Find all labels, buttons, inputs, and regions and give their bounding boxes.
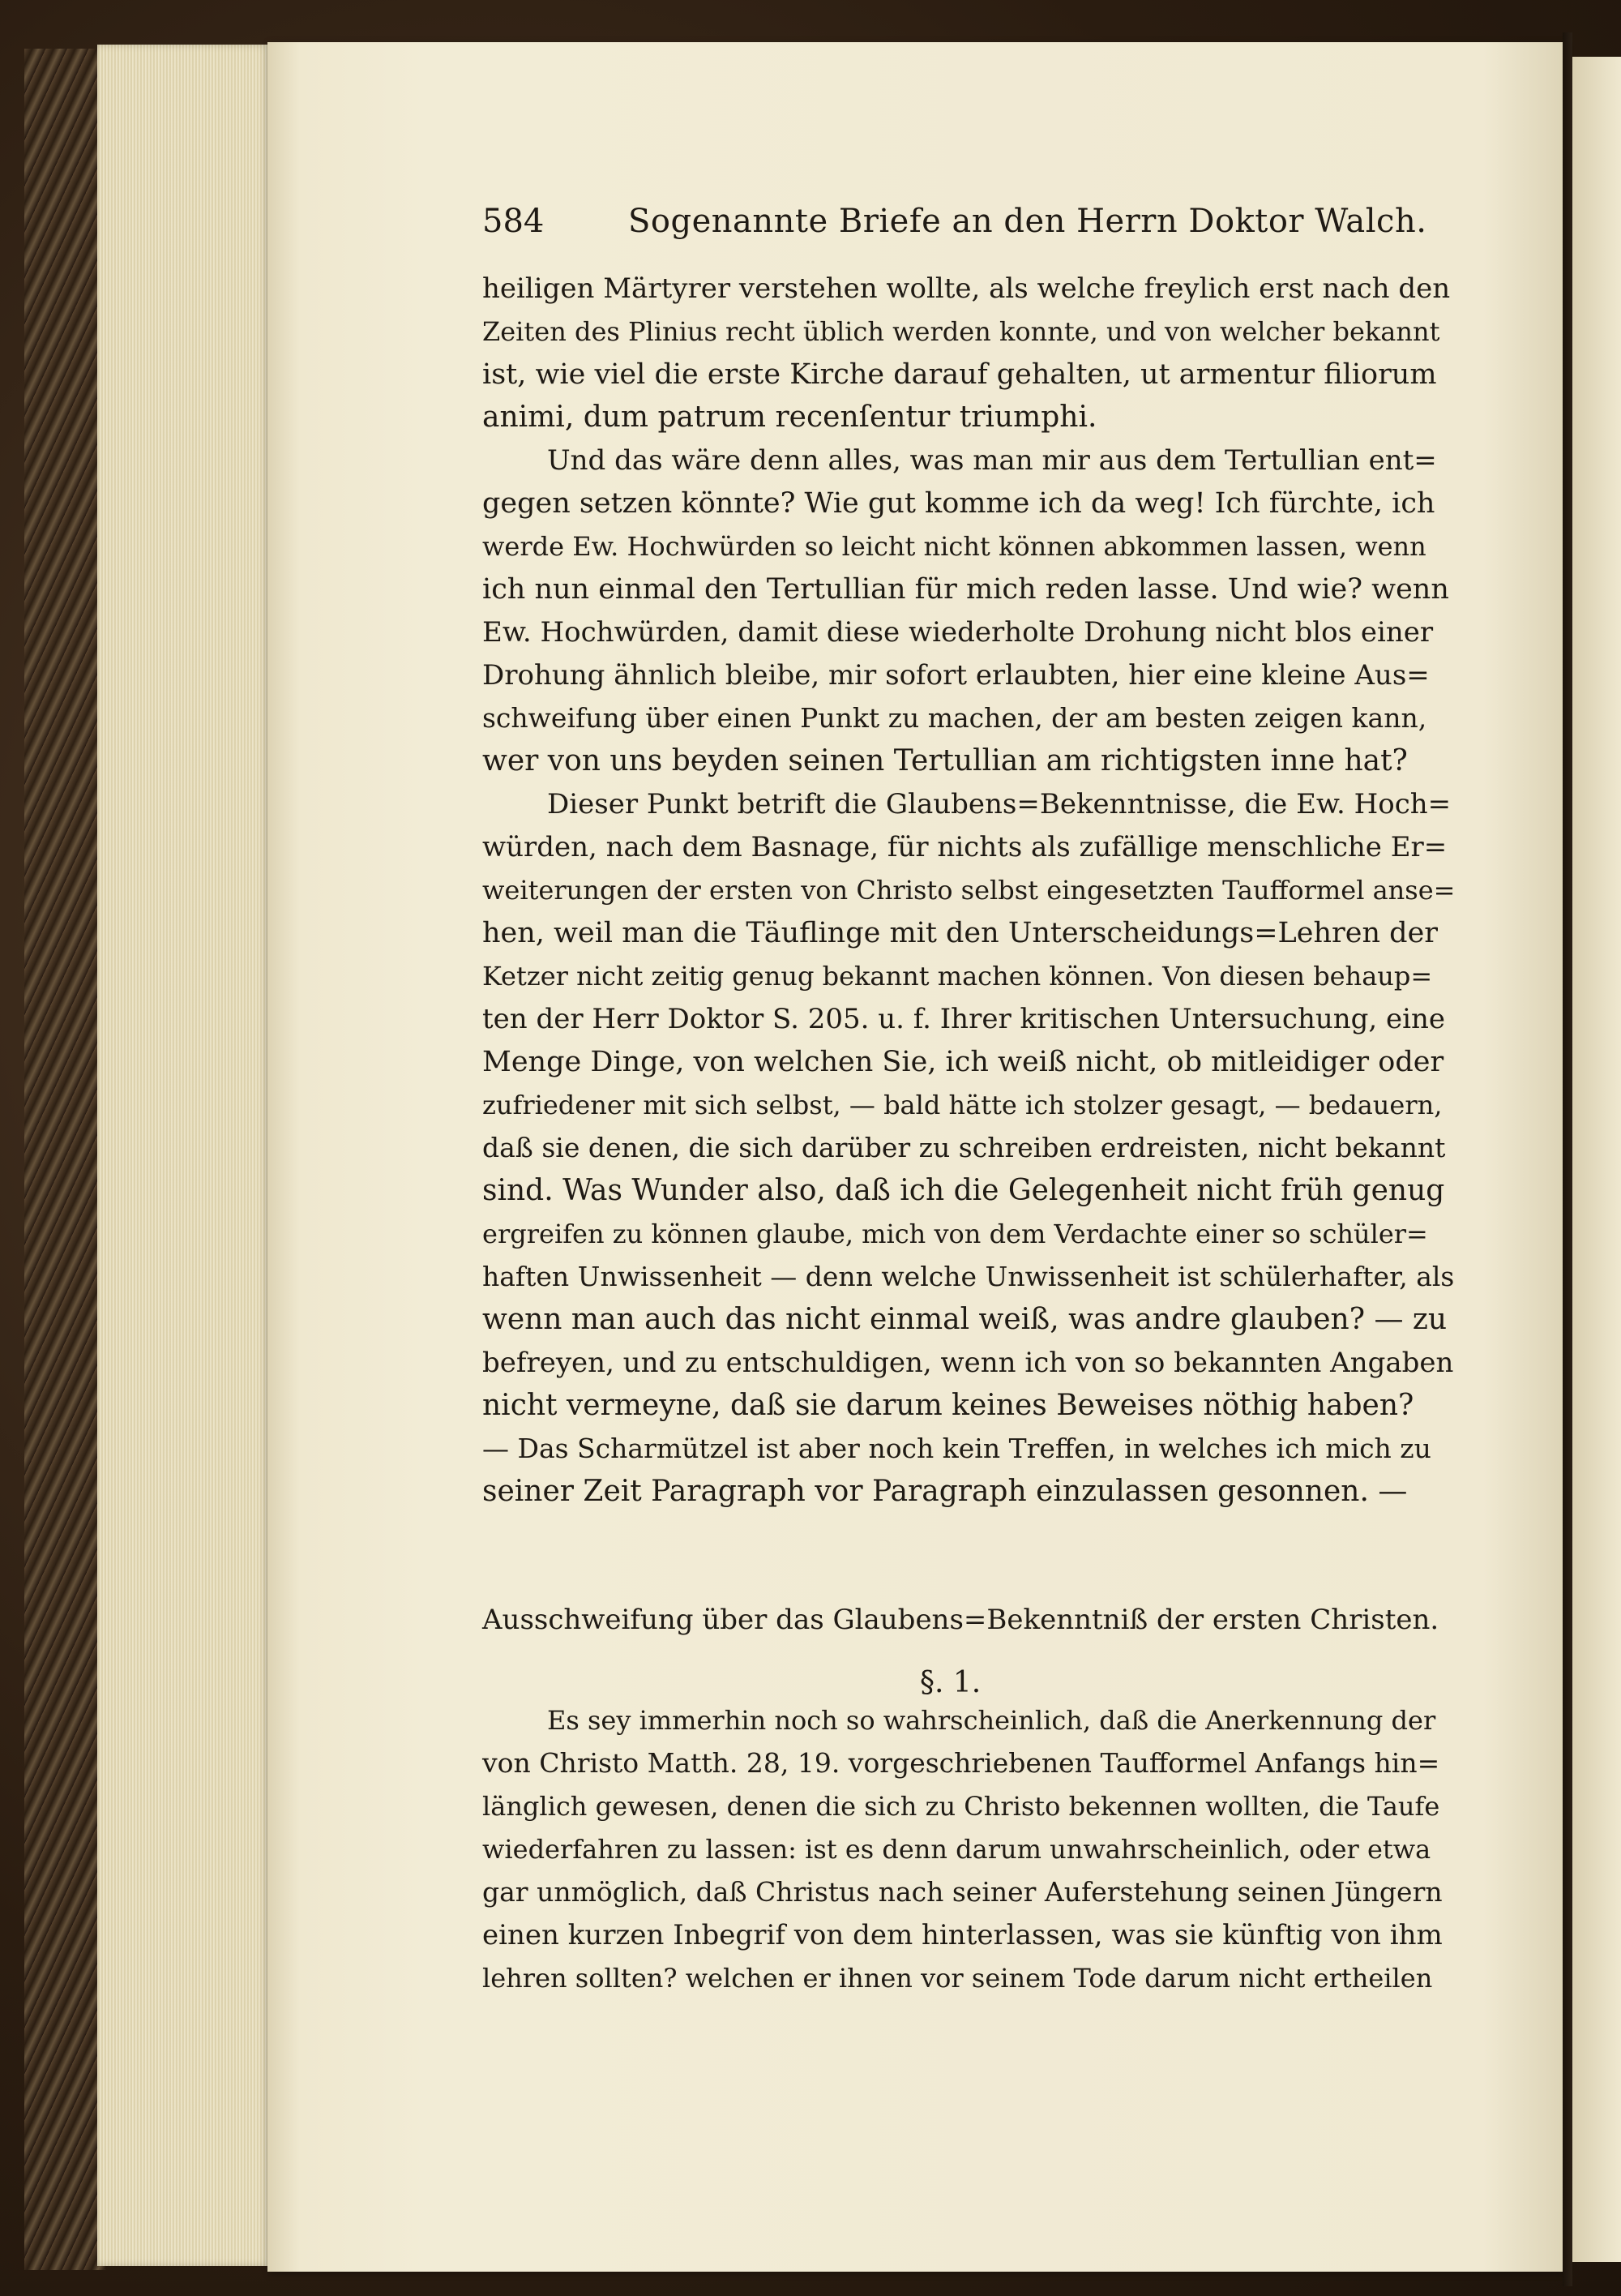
text-line: nicht vermeyne, daß sie darum keines Beweises nöthig haben? xyxy=(482,1389,1414,1422)
text-line: haften Unwissenheit — denn welche Unwissenheit ist schülerhafter, als xyxy=(482,1261,1455,1292)
text-line: wiederfahren zu lassen: ist es denn darum unwahrscheinlich, oder etwa xyxy=(482,1834,1431,1865)
text-line: seiner Zeit Paragraph vor Paragraph einzulassen gesonnen. — xyxy=(482,1475,1408,1508)
running-title: Sogenannte Briefe an den Herrn Doktor Walch. xyxy=(628,203,1427,240)
text-line: werde Ew. Hochwürden so leicht nicht können abkommen lassen, wenn xyxy=(482,531,1426,562)
text-line: Es sey immerhin noch so wahrscheinlich, daß die Anerkennung der xyxy=(547,1705,1436,1736)
section-heading: Ausschweifung über das Glaubens=Bekenntniß der ersten Christen. xyxy=(482,1604,1439,1636)
facing-page-edge xyxy=(1572,57,1621,2262)
text-line: schweifung über einen Punkt zu machen, der am besten zeigen kann, xyxy=(482,702,1427,734)
paragraph-number: §. 1. xyxy=(920,1666,982,1699)
text-line: Drohung ähnlich bleibe, mir sofort erlaubten, hier eine kleine Aus= xyxy=(482,659,1430,692)
text-line: sind. Was Wunder also, daß ich die Gelegenheit nicht früh genug xyxy=(482,1174,1445,1207)
text-line: Dieser Punkt betrift die Glaubens=Bekenntnisse, die Ew. Hoch= xyxy=(547,788,1452,820)
text-line: wer von uns beyden seinen Tertullian am richtigsten inne hat? xyxy=(482,744,1408,777)
page-number: 584 xyxy=(482,203,545,240)
text-line: ich nun einmal den Tertullian für mich reden lasse. Und wie? wenn xyxy=(482,573,1449,606)
text-line: animi, dum patrum recenſentur triumphi. xyxy=(482,401,1097,434)
book-gutter xyxy=(1563,32,1572,2286)
text-line: Und das wäre denn alles, was man mir aus dem Tertullian ent= xyxy=(547,444,1437,477)
text-line: würden, nach dem Basnage, für nichts als zufällige menschliche Er= xyxy=(482,831,1448,863)
text-line: von Christo Matth. 28, 19. vorgeschriebenen Taufformel Anfangs hin= xyxy=(482,1747,1440,1779)
text-line: einen kurzen Inbegrif von dem hinterlassen, was sie künftig von ihm xyxy=(482,1919,1443,1951)
running-header xyxy=(482,203,1427,243)
text-line: ten der Herr Doktor S. 205. u. f. Ihrer kritischen Untersuchung, eine xyxy=(482,1003,1446,1035)
text-line: ist, wie viel die erste Kirche darauf gehalten, ut armentur filiorum xyxy=(482,358,1437,391)
text-line: heiligen Märtyrer verstehen wollte, als welche freylich erst nach den xyxy=(482,272,1451,305)
page-block-edges xyxy=(97,45,272,2266)
text-line: daß sie denen, die sich darüber zu schreiben erdreisten, nicht bekannt xyxy=(482,1132,1446,1163)
text-line: befreyen, und zu entschuldigen, wenn ich von so bekannten Angaben xyxy=(482,1347,1454,1379)
text-line: wenn man auch das nicht einmal weiß, was andre glauben? — zu xyxy=(482,1303,1448,1336)
text-line: gar unmöglich, daß Christus nach seiner Auferstehung seinen Jüngern xyxy=(482,1876,1443,1908)
text-line: Ketzer nicht zeitig genug bekannt machen können. Von diesen behaup= xyxy=(482,961,1433,992)
marbled-cover-edge xyxy=(24,49,105,2270)
text-line: Menge Dinge, von welchen Sie, ich weiß nicht, ob mitleidiger oder xyxy=(482,1046,1444,1078)
text-line: gegen setzen könnte? Wie gut komme ich da weg! Ich fürchte, ich xyxy=(482,487,1435,520)
text-line: länglich gewesen, denen die sich zu Christo bekennen wollten, die Taufe xyxy=(482,1791,1440,1822)
text-line: ergreifen zu können glaube, mich von dem Verdachte einer so schüler= xyxy=(482,1219,1428,1249)
text-line: lehren sollten? welchen er ihnen vor seinem Tode darum nicht ertheilen xyxy=(482,1963,1433,1994)
text-line: Zeiten des Plinius recht üblich werden konnte, und von welcher bekannt xyxy=(482,316,1440,347)
text-line: zufriedener mit sich selbst, — bald hätte ich stolzer gesagt, — bedauern, xyxy=(482,1090,1443,1120)
text-line: Ew. Hochwürden, damit diese wiederholte Drohung nicht blos einer xyxy=(482,616,1434,649)
text-line: — Das Scharmützel ist aber noch kein Treffen, in welches ich mich zu xyxy=(482,1433,1431,1464)
text-line: hen, weil man die Täuflinge mit den Unterscheidungs=Lehren der xyxy=(482,917,1439,949)
text-line: weiterungen der ersten von Christo selbst eingesetzten Taufformel anse= xyxy=(482,875,1456,906)
